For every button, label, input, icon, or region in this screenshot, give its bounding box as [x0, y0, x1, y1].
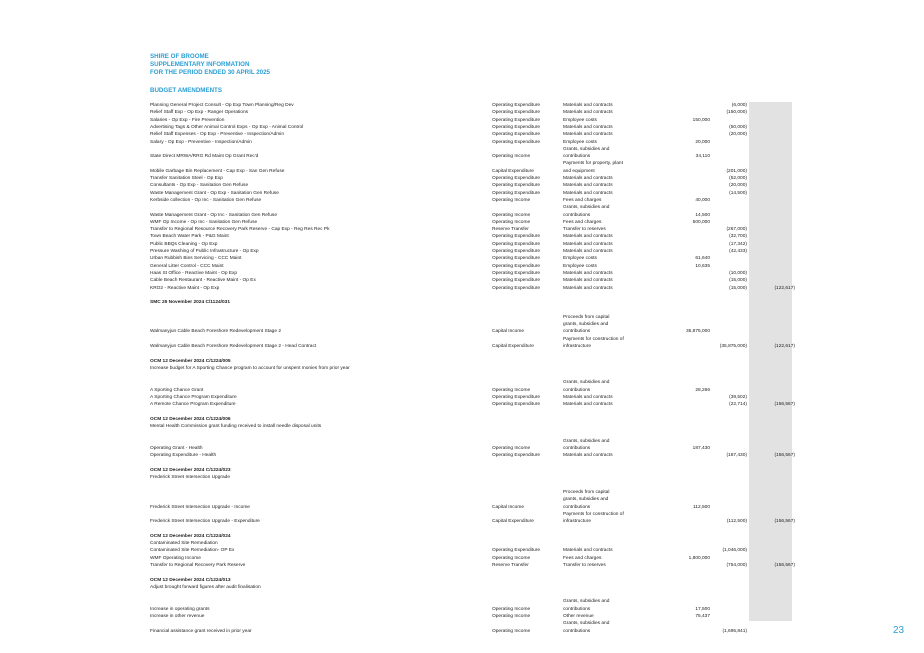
- row-type: Capital Expenditure: [492, 519, 534, 525]
- row-nature: contributions: [563, 446, 591, 452]
- row-increase: 40,000: [695, 197, 710, 203]
- row-balance: (156,567): [774, 519, 795, 525]
- row-balance: (156,567): [774, 562, 795, 568]
- row-increase: 35,875,000: [685, 329, 710, 335]
- row-nature: Other revenue: [563, 614, 594, 619]
- row-type: Operating Expenditure: [492, 124, 540, 130]
- period-title: FOR THE PERIOD ENDED 30 APRIL 2025: [150, 69, 270, 76]
- row-description: Transfer to Regional Recovery Park Reserve: [150, 562, 246, 568]
- row-decrease: (20,000): [729, 183, 747, 189]
- row-description: Adjust brought forward figures after audit finalisation: [150, 584, 261, 590]
- row-type: Capital Income: [492, 329, 524, 335]
- row-type: Reserve Transfer: [492, 562, 529, 568]
- row-description: Pressure Washing of Public Infrastructure - Op Exp: [150, 249, 259, 254]
- row-description: SMC 25 November 2024 C/1124/031: [150, 300, 230, 306]
- row-description: Transfer Sanitation Steel - Op Exp: [150, 176, 223, 181]
- row-type: Operating Income: [492, 628, 531, 634]
- row-description: Contaminated Site Remediation- OP Ex: [150, 548, 235, 554]
- row-nature: Payments for construction of: [563, 511, 624, 517]
- row-type: Operating Expenditure: [492, 548, 540, 554]
- row-type: Operating Expenditure: [492, 256, 540, 262]
- row-nature: contributions: [563, 329, 591, 335]
- row-nature: contributions: [563, 154, 591, 160]
- row-type: Capital Expenditure: [492, 168, 534, 174]
- row-description: Walmanyjun Cable Beach Foreshore Redevelopment Stage 2: [150, 329, 282, 335]
- row-nature: and equipment: [563, 168, 595, 174]
- row-type: Operating Expenditure: [492, 278, 540, 284]
- row-nature: Materials and contracts: [563, 278, 613, 284]
- row-description: OCM 12 December 2024 C/1224/005: [150, 358, 231, 364]
- row-description: Waste Management Grant - Op Exp - Sanitation Gen Refuse: [150, 190, 279, 196]
- row-description: Urban Rubbish Bins Servicing - CCC Maint: [150, 256, 242, 262]
- row-type: Operating Income: [492, 606, 531, 612]
- row-nature: Grants, subsidies and: [563, 599, 610, 605]
- row-nature: contributions: [563, 606, 591, 612]
- doc-subtitle: SUPPLEMENTARY INFORMATION: [150, 61, 250, 68]
- row-description: Relief Staff Expenses - Op Exp - Preventive - Inspection/Admin: [150, 132, 285, 138]
- row-nature: Materials and contracts: [563, 395, 613, 400]
- row-nature: contributions: [563, 628, 591, 634]
- row-nature: Payments for construction of: [563, 336, 624, 342]
- row-increase: 187,430: [692, 446, 710, 452]
- row-description: Salaries - Op Exp - Fire Prevention: [150, 117, 225, 123]
- row-description: Mobile Garbage Bin Replacement - Cap Exp - San Gen Refuse: [150, 168, 285, 174]
- row-decrease: (14,500): [729, 190, 747, 196]
- row-nature: Grants, subsidies and: [563, 205, 610, 211]
- row-type: Operating Expenditure: [492, 183, 540, 189]
- row-decrease: (150,000): [726, 110, 747, 116]
- row-type: Operating Expenditure: [492, 270, 540, 276]
- row-increase: 150,000: [692, 117, 710, 123]
- row-balance: (156,567): [774, 402, 795, 408]
- row-nature: contributions: [563, 504, 591, 510]
- row-nature: grants, subsidies and: [563, 322, 609, 327]
- row-type: Operating Income: [492, 387, 531, 393]
- row-type: Reserve Transfer: [492, 227, 529, 233]
- row-description: Transfer to Regional Resource Recovery Park Reserve - Cap Exp - Reg Res Rec Pk: [150, 227, 330, 233]
- row-decrease: (20,000): [729, 132, 747, 138]
- row-description: Advertising Tags & Other Animal Control Exps - Op Exp - Animal Control: [150, 124, 304, 130]
- row-type: Operating Expenditure: [492, 241, 540, 247]
- row-nature: Materials and contracts: [563, 249, 613, 254]
- row-nature: Materials and contracts: [563, 285, 613, 291]
- row-description: Frederick Street Intersection Upgrade - Income: [150, 504, 250, 510]
- row-description: Operating Grant - Health: [150, 446, 203, 452]
- row-nature: Transfer to reserves: [563, 562, 606, 568]
- row-description: KRO2 - Reactive Maint - Op Exp: [150, 285, 220, 291]
- row-description: Waste Management Grant - Op Inc - Sanitation Gen Refuse: [150, 212, 278, 218]
- row-description: Relief Staff Exp - Op Exp - Ranger Operations: [150, 110, 249, 116]
- row-increase: 1,800,000: [688, 555, 710, 561]
- row-description: Town Beach Water Park - P&G Maint: [150, 234, 229, 240]
- row-description: Increase budget for A Sporting Chance program to account for unspent monies from prior year: [150, 365, 350, 371]
- row-type: Operating Expenditure: [492, 176, 540, 181]
- row-nature: infrastructure: [563, 519, 591, 525]
- row-type: Operating Income: [492, 614, 531, 619]
- org-title: SHIRE OF BROOME: [150, 53, 209, 60]
- row-decrease: (112,500): [726, 519, 747, 525]
- row-increase: 61,640: [695, 256, 710, 262]
- row-description: OCM 12 December 2024 C/1224/013: [150, 577, 231, 583]
- row-type: Capital Income: [492, 504, 524, 510]
- row-description: Consultants - Op Exp - Sanitation Gen Refuse: [150, 183, 249, 189]
- row-nature: contributions: [563, 212, 591, 218]
- row-nature: Materials and contracts: [563, 110, 613, 116]
- row-increase: 17,500: [695, 606, 710, 612]
- row-type: Operating Expenditure: [492, 249, 540, 254]
- row-description: Planning General Project Consult - Op Exp Town Planning/Reg Dev: [150, 103, 294, 108]
- row-balance: (156,567): [774, 453, 795, 459]
- row-type: Operating Expenditure: [492, 139, 540, 145]
- row-type: Operating Income: [492, 197, 531, 203]
- row-increase: 112,500: [693, 504, 710, 510]
- row-description: OCM 12 December 2024 C/1224/006: [150, 416, 231, 422]
- row-nature: Fees and charges: [563, 219, 602, 225]
- row-description: State Direct MRWA/RRG Rd Maint Op Grant Rec'd: [150, 154, 259, 160]
- row-nature: Employee costs: [563, 263, 597, 269]
- row-type: Operating Expenditure: [492, 263, 540, 269]
- row-decrease: (35,875,000): [719, 343, 747, 349]
- row-type: Operating Expenditure: [492, 285, 540, 291]
- row-decrease: (201,000): [726, 168, 747, 174]
- row-increase: 10,635: [695, 263, 710, 269]
- row-nature: Materials and contracts: [563, 103, 613, 108]
- table-row: [0, 629, 924, 637]
- row-nature: Proceeds from capital: [563, 314, 610, 320]
- row-description: OCM 12 December 2024 C/1224/023: [150, 468, 231, 473]
- row-increase: 20,000: [695, 139, 710, 145]
- row-decrease: (1,695,841): [722, 628, 747, 634]
- row-description: Cable Beach Restaurant - Reactive Maint - Op Ex: [150, 278, 256, 284]
- row-nature: Materials and contracts: [563, 270, 613, 276]
- row-type: Operating Income: [492, 555, 531, 561]
- row-type: Operating Income: [492, 154, 531, 160]
- row-decrease: (754,000): [726, 562, 747, 568]
- row-type: Operating Expenditure: [492, 103, 540, 108]
- row-nature: Fees and charges: [563, 197, 602, 203]
- row-increase: 14,500: [695, 212, 710, 218]
- row-decrease: (15,000): [729, 285, 747, 291]
- row-nature: Materials and contracts: [563, 183, 613, 189]
- row-decrease: (267,000): [726, 227, 747, 233]
- row-decrease: (52,000): [729, 176, 747, 181]
- row-nature: Materials and contracts: [563, 190, 613, 196]
- row-decrease: (17,342): [729, 241, 747, 247]
- row-nature: Materials and contracts: [563, 124, 613, 130]
- row-type: Operating Expenditure: [492, 132, 540, 138]
- row-nature: Payments for property, plant: [563, 161, 623, 167]
- row-description: Mental Health Commission grant funding received to install needle disposal units: [150, 424, 322, 430]
- row-decrease: (50,000): [729, 124, 747, 130]
- row-description: General Litter Control - CCC Maint: [150, 263, 224, 269]
- row-nature: Employee costs: [563, 139, 597, 145]
- row-description: Salary - Op Exp - Preventive - Inspection/Admin: [150, 139, 252, 145]
- row-description: WMF Op Income - Op Inc - Sanitation Gen Refuse: [150, 219, 258, 225]
- row-description: Operating Expenditure - Health: [150, 453, 217, 459]
- row-decrease: (187,430): [726, 453, 747, 459]
- row-description: Kerbside collection - Op Inc - Sanitation Gen Refuse: [150, 197, 262, 203]
- row-description: Haas St Office - Reactive Maint - Op Exp: [150, 270, 238, 276]
- row-description: Financial assistance grant received in prior year: [150, 628, 252, 634]
- row-description: Frederick Street Intersection Upgrade - Expenditure: [150, 519, 260, 525]
- row-type: Operating Expenditure: [492, 402, 540, 408]
- row-nature: Employee costs: [563, 117, 597, 123]
- page-number: 23: [893, 625, 905, 636]
- row-decrease: (42,433): [729, 249, 747, 254]
- row-description: Contaminated Site Remediation: [150, 541, 218, 546]
- row-description: A Sporting Chance Program Expenditure: [150, 395, 237, 400]
- row-type: Capital Expenditure: [492, 343, 534, 349]
- row-decrease: (6,000): [731, 103, 747, 108]
- row-description: WMF Operating Income: [150, 555, 201, 561]
- row-type: Operating Expenditure: [492, 453, 540, 459]
- row-description: A Sporting Chance Grant: [150, 387, 204, 393]
- row-description: OCM 12 December 2024 C/1224/024: [150, 533, 231, 539]
- row-increase: 500,000: [692, 219, 710, 225]
- row-nature: Grants, subsidies and: [563, 380, 610, 386]
- row-nature: Fees and charges: [563, 555, 602, 561]
- row-nature: Grants, subsidies and: [563, 621, 610, 627]
- row-type: Operating Expenditure: [492, 234, 540, 240]
- row-description: Increase in other revenue: [150, 614, 205, 619]
- section-title: BUDGET AMENDMENTS: [150, 87, 222, 94]
- row-type: Operating Income: [492, 212, 531, 218]
- row-nature: Grants, subsidies and: [563, 146, 610, 152]
- row-description: Increase in operating grants: [150, 606, 210, 612]
- row-type: Operating Expenditure: [492, 190, 540, 196]
- row-nature: Materials and contracts: [563, 241, 613, 247]
- row-nature: Transfer to reserves: [563, 227, 606, 233]
- row-decrease: (15,000): [729, 278, 747, 284]
- row-increase: 28,266: [695, 387, 710, 393]
- row-decrease: (10,000): [729, 270, 747, 276]
- row-balance: (122,617): [774, 343, 795, 349]
- row-description: Frederick Street Intersection Upgrade: [150, 475, 230, 481]
- row-type: Operating Expenditure: [492, 395, 540, 400]
- row-nature: Proceeds from capital: [563, 489, 610, 495]
- row-nature: Grants, subsidies and: [563, 438, 610, 444]
- row-description: Walmanyjun Cable Beach Foreshore Redevelopment Stage 2 - Head Contract: [150, 343, 317, 349]
- row-increase: 75,437: [695, 614, 710, 619]
- row-type: Operating Income: [492, 219, 531, 225]
- row-balance: (122,617): [774, 285, 795, 291]
- row-nature: Materials and contracts: [563, 548, 613, 554]
- row-nature: grants, subsidies and: [563, 497, 609, 503]
- row-nature: infrastructure: [563, 343, 591, 349]
- row-nature: Materials and contracts: [563, 234, 613, 240]
- row-type: Operating Expenditure: [492, 110, 540, 116]
- row-decrease: (22,714): [729, 402, 747, 408]
- row-decrease: (32,700): [729, 234, 747, 240]
- row-nature: Materials and contracts: [563, 176, 613, 181]
- row-decrease: (39,502): [729, 395, 747, 400]
- row-nature: Materials and contracts: [563, 453, 613, 459]
- row-nature: Materials and contracts: [563, 402, 613, 408]
- row-type: Operating Income: [492, 446, 531, 452]
- row-nature: contributions: [563, 387, 591, 393]
- row-increase: 34,110: [695, 154, 710, 160]
- row-description: A Remote Chance Program Expenditure: [150, 402, 236, 408]
- row-decrease: (1,046,000): [722, 548, 747, 554]
- row-nature: Employee costs: [563, 256, 597, 262]
- row-description: Public BBQs Cleaning - Op Exp: [150, 241, 218, 247]
- row-type: Operating Expenditure: [492, 117, 540, 123]
- row-nature: Materials and contracts: [563, 132, 613, 138]
